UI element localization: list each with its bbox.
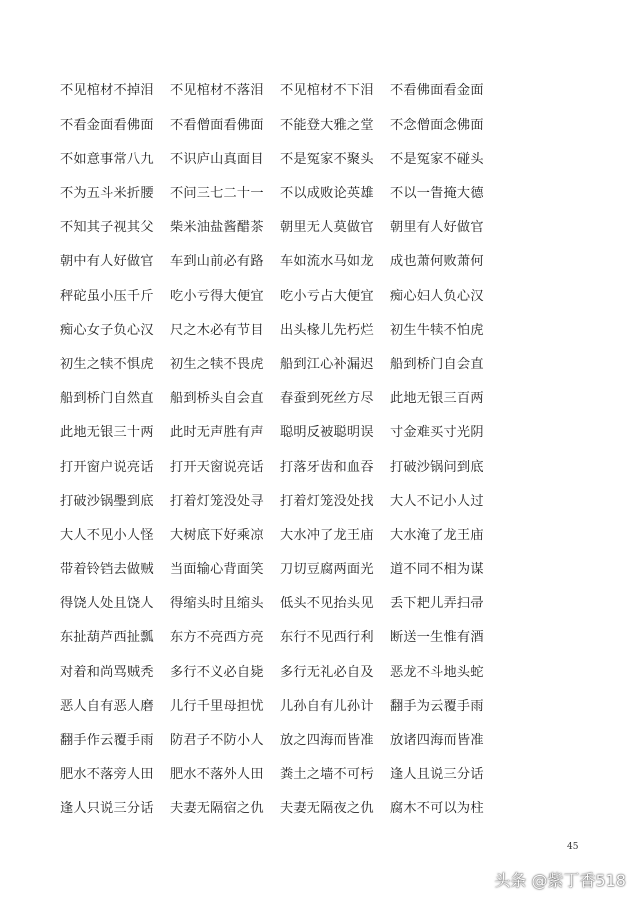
idiom-entry: 逢人只说三分话: [60, 801, 154, 817]
watermark: 头条 @紫丁香518: [494, 871, 626, 890]
idiom-entry: 寸金难买寸光阴: [390, 425, 484, 441]
idiom-entry: 对着和尚骂贼秃: [60, 664, 154, 680]
idiom-entry: 柴米油盐酱醋茶: [170, 220, 264, 236]
idiom-entry: 打落牙齿和血吞: [280, 459, 374, 475]
idiom-entry: 得缩头时且缩头: [170, 596, 264, 612]
idiom-entry: 朝里无人莫做官: [280, 220, 374, 236]
idiom-entry: 打破沙锅璺到底: [60, 493, 154, 509]
idiom-entry: 不看金面看佛面: [60, 117, 154, 133]
idiom-entry: 朝中有人好做官: [60, 254, 154, 270]
idiom-entry: 车到山前必有路: [170, 254, 264, 270]
idiom-entry: 翻手为云覆手雨: [390, 698, 484, 714]
idiom-entry: 放之四海而皆准: [280, 733, 374, 749]
idiom-entry: 船到桥门自会直: [390, 356, 484, 372]
idiom-entry: 大树底下好乘凉: [170, 527, 264, 543]
idiom-entry: 初生之犊不畏虎: [170, 356, 264, 372]
idiom-entry: 放诸四海而皆准: [390, 733, 484, 749]
idiom-entry: 东扯葫芦西扯瓢: [60, 630, 154, 646]
idiom-entry: 打着灯笼没处找: [280, 493, 374, 509]
idiom-grid: [60, 74, 530, 826]
idiom-entry: 不见棺材不下泪: [280, 83, 374, 99]
idiom-entry: 儿行千里母担忧: [170, 698, 264, 714]
idiom-entry: 不见棺材不掉泪: [60, 83, 154, 99]
idiom-entry: 翻手作云覆手雨: [60, 733, 154, 749]
idiom-entry: 逢人且说三分话: [390, 767, 484, 783]
idiom-entry: 不是冤家不聚头: [280, 151, 374, 167]
idiom-entry: 不以成败论英雄: [280, 186, 374, 202]
idiom-entry: 儿孙自有儿孙计: [280, 698, 374, 714]
idiom-entry: 大人不见小人怪: [60, 527, 154, 543]
idiom-entry: 船到桥门自然直: [60, 391, 154, 407]
idiom-entry: 不看佛面看金面: [390, 83, 484, 99]
idiom-entry: 初生牛犊不怕虎: [390, 322, 484, 338]
idiom-entry: 打破沙锅问到底: [390, 459, 484, 475]
idiom-entry: 多行无礼必自及: [280, 664, 374, 680]
idiom-entry: 秤砣虽小压千斤: [60, 288, 154, 304]
idiom-entry: 不如意事常八九: [60, 151, 154, 167]
idiom-entry: 不知其子视其父: [60, 220, 154, 236]
idiom-entry: 不问三七二十一: [170, 186, 264, 202]
idiom-entry: 夫妻无隔夜之仇: [280, 801, 374, 817]
idiom-entry: 尺之木必有节目: [170, 322, 264, 338]
idiom-entry: 此时无声胜有声: [170, 425, 264, 441]
idiom-entry: 刀切豆腐两面光: [280, 562, 374, 578]
idiom-entry: 夫妻无隔宿之仇: [170, 801, 264, 817]
idiom-entry: 大水淹了龙王庙: [390, 527, 484, 543]
idiom-entry: 丢下耙儿弄扫帚: [390, 596, 484, 612]
idiom-entry: 防君子不防小人: [170, 733, 264, 749]
idiom-entry: 东方不亮西方亮: [170, 630, 264, 646]
idiom-entry: 吃小亏得大便宜: [170, 288, 264, 304]
idiom-entry: 吃小亏占大便宜: [280, 288, 374, 304]
idiom-entry: 大水冲了龙王庙: [280, 527, 374, 543]
idiom-entry: 不识庐山真面目: [170, 151, 264, 167]
idiom-entry: 不能登大雅之堂: [280, 117, 374, 133]
idiom-entry: 大人不记小人过: [390, 493, 484, 509]
idiom-entry: 恶人自有恶人磨: [60, 698, 154, 714]
idiom-entry: 不为五斗米折腰: [60, 186, 154, 202]
idiom-entry: 带着铃铛去做贼: [60, 562, 154, 578]
idiom-entry: 腐木不可以为柱: [390, 801, 484, 817]
idiom-entry: 痴心女子负心汉: [60, 322, 154, 338]
idiom-entry: 不看僧面看佛面: [170, 117, 264, 133]
idiom-entry: 不是冤家不碰头: [390, 151, 484, 167]
idiom-entry: 断送一生惟有酒: [390, 630, 484, 646]
idiom-entry: 低头不见抬头见: [280, 596, 374, 612]
idiom-entry: 打开天窗说亮话: [170, 459, 264, 475]
idiom-entry: 打开窗户说亮话: [60, 459, 154, 475]
idiom-entry: 粪土之墙不可杇: [280, 767, 374, 783]
idiom-entry: 不以一眚掩大德: [390, 186, 484, 202]
idiom-entry: 多行不义必自毙: [170, 664, 264, 680]
idiom-entry: 初生之犊不惧虎: [60, 356, 154, 372]
idiom-entry: 不见棺材不落泪: [170, 83, 264, 99]
idiom-entry: 道不同不相为谋: [390, 562, 484, 578]
idiom-entry: 车如流水马如龙: [280, 254, 374, 270]
idiom-entry: 打着灯笼没处寻: [170, 493, 264, 509]
idiom-entry: 得饶人处且饶人: [60, 596, 154, 612]
idiom-entry: 此地无银三百两: [390, 391, 484, 407]
page-number: 45: [567, 842, 579, 852]
idiom-entry: 不念僧面念佛面: [390, 117, 484, 133]
idiom-entry: 成也萧何败萧何: [390, 254, 484, 270]
idiom-entry: 当面输心背面笑: [170, 562, 264, 578]
idiom-entry: 肥水不落外人田: [170, 767, 264, 783]
idiom-entry: 船到桥头自会直: [170, 391, 264, 407]
idiom-entry: 聪明反被聪明误: [280, 425, 374, 441]
idiom-entry: 此地无银三十两: [60, 425, 154, 441]
idiom-entry: 痴心妇人负心汉: [390, 288, 484, 304]
idiom-entry: 肥水不落旁人田: [60, 767, 154, 783]
idiom-entry: 船到江心补漏迟: [280, 356, 374, 372]
idiom-entry: 恶龙不斗地头蛇: [390, 664, 484, 680]
idiom-entry: 出头椽儿先朽烂: [280, 322, 374, 338]
idiom-entry: 春蚕到死丝方尽: [280, 391, 374, 407]
idiom-entry: 朝里有人好做官: [390, 220, 484, 236]
idiom-entry: 东行不见西行利: [280, 630, 374, 646]
